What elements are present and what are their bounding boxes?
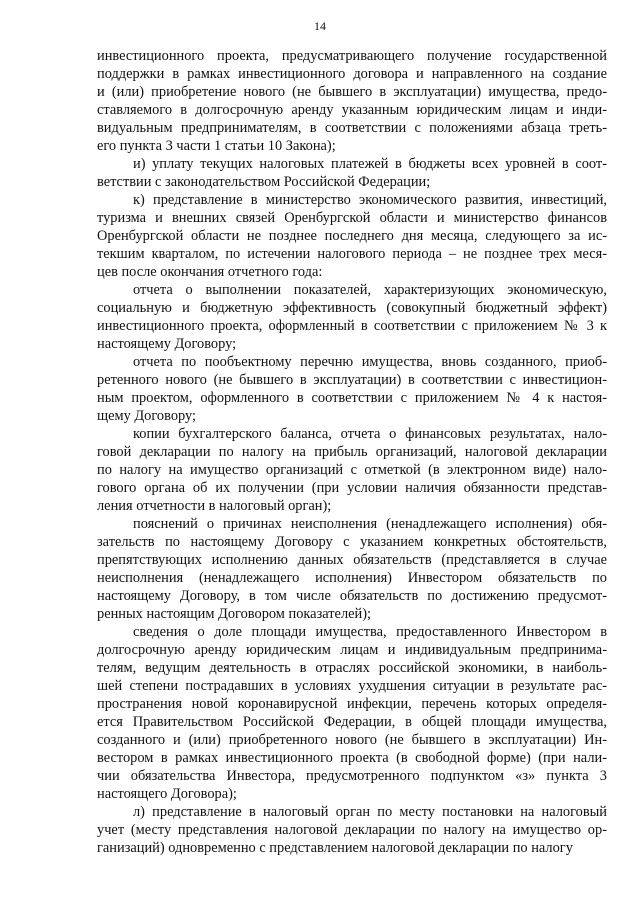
text-line: ется Правительством Российской Федерации, в общей площади имущества, — [97, 714, 607, 730]
text-line: текшим кварталом, по истечении налогового периода – не позднее трех меся- — [97, 246, 607, 262]
text-line: зательств по настоящему Договору с указанием конкретных обстоятельств, — [97, 534, 607, 550]
text-line: неисполнения (ненадлежащего исполнения) Инвестором обязательств по — [97, 570, 607, 586]
text-line: вестором в рамках инвестиционного проекта (в свободной форме) (при нали- — [97, 750, 607, 766]
text-line: ветствии с законодательством Российской Федерации; — [97, 174, 431, 190]
text-line: созданного и (или) приобретенного нового (не бывшего в эксплуатации) Ин- — [97, 732, 607, 748]
text-line: сведения о доле площади имущества, предоставленного Инвестором в — [133, 624, 607, 640]
paragraph — [97, 515, 607, 623]
paragraph — [97, 191, 607, 281]
text-line: пояснений о причинах неисполнения (ненадлежащего исполнения) обя- — [133, 516, 607, 532]
text-line: инвестиционного проекта, оформленный в соответствии с приложением № 3 к — [97, 318, 607, 334]
text-line: пространения новой коронавирусной инфекции, перечень которых определя- — [97, 696, 607, 712]
text-line: ления отчетности в налоговый орган); — [97, 498, 332, 514]
text-line: л) представление в налоговый орган по месту постановки на налоговый — [133, 804, 607, 820]
text-line: его пункта 3 части 1 статьи 10 Закона); — [97, 138, 336, 154]
text-line: туризма и внешних связей Оренбургской области и министерство финансов — [97, 210, 607, 226]
paragraph — [97, 803, 607, 857]
text-line: чии обязательства Инвестора, предусмотренного подпунктом «з» пункта 3 — [97, 768, 607, 784]
text-line: препятствующих исполнению данных обязательств (представляется в случае — [97, 552, 607, 568]
text-line: ретенного нового (не бывшего в эксплуатации) в соответствии с инвестицион- — [97, 372, 607, 388]
text-line: учет (месту представления налоговой декларации по налогу на имущество ор- — [97, 822, 607, 838]
text-line: ренных настоящим Договором показателей); — [97, 606, 372, 622]
text-line: отчета по пообъектному перечню имущества, вновь созданного, приоб- — [133, 354, 607, 370]
document-body — [97, 47, 607, 857]
text-line: говой декларации по налогу на прибыль организаций, налоговой декларации — [97, 444, 607, 460]
text-line: поддержки в рамках инвестиционного договора и направленного на создание — [97, 66, 607, 82]
text-line: видуальным предпринимателям, в соответствии с положениями абзаца треть- — [97, 120, 607, 136]
text-line: настоящего Договора); — [97, 786, 237, 802]
page-number: 14 — [314, 19, 326, 33]
paragraph — [97, 353, 607, 425]
text-line: и (или) приобретение нового (не бывшего в эксплуатации) имущества, предо- — [97, 84, 607, 100]
text-line: цев после окончания отчетного года: — [97, 264, 323, 280]
text-line: шей степени пострадавших в условиях ухудшения ситуации в результате рас- — [97, 678, 607, 694]
text-line: ганизаций) одновременно с представлением налоговой декларации по налогу — [97, 840, 573, 856]
text-line: настоящему Договору; — [97, 336, 237, 352]
paragraph — [97, 47, 607, 155]
text-line: по налогу на имущество организаций с отметкой (в электронном виде) нало- — [97, 462, 607, 478]
text-line: и) уплату текущих налоговых платежей в бюджеты всех уровней в соот- — [133, 156, 607, 172]
paragraph — [97, 623, 607, 803]
text-line: настоящему Договору, в том числе обязательств по достижению предусмот- — [97, 588, 607, 604]
paragraph — [97, 155, 607, 191]
text-line: долгосрочную аренду юридическим лицам и индивидуальным предпринима- — [97, 642, 607, 658]
text-line: телям, ведущим деятельность в отраслях российской экономики, в наиболь- — [97, 660, 607, 676]
paragraph — [97, 281, 607, 353]
text-line: Оренбургской области не позднее последнего дня месяца, следующего за ис- — [97, 228, 607, 244]
text-line: гового органа об их получении (при условии наличия обязанности представ- — [97, 480, 607, 496]
paragraph — [97, 425, 607, 515]
text-line: копии бухгалтерского баланса, отчета о финансовых результатах, нало- — [133, 426, 607, 442]
text-line: ным проектом, оформленного в соответствии с приложением № 4 к настоя- — [97, 390, 607, 406]
text-line: инвестиционного проекта, предусматривающего получение государственной — [97, 48, 607, 64]
text-line: к) представление в министерство экономического развития, инвестиций, — [133, 192, 607, 208]
text-line: щему Договору; — [97, 408, 197, 424]
text-line: отчета о выполнении показателей, характеризующих экономическую, — [133, 282, 607, 298]
text-line: ставляемого в долгосрочную аренду указанным юридическим лицам и инди- — [97, 102, 607, 118]
text-line: социальную и бюджетную эффективность (совокупный бюджетный эффект) — [97, 300, 607, 316]
